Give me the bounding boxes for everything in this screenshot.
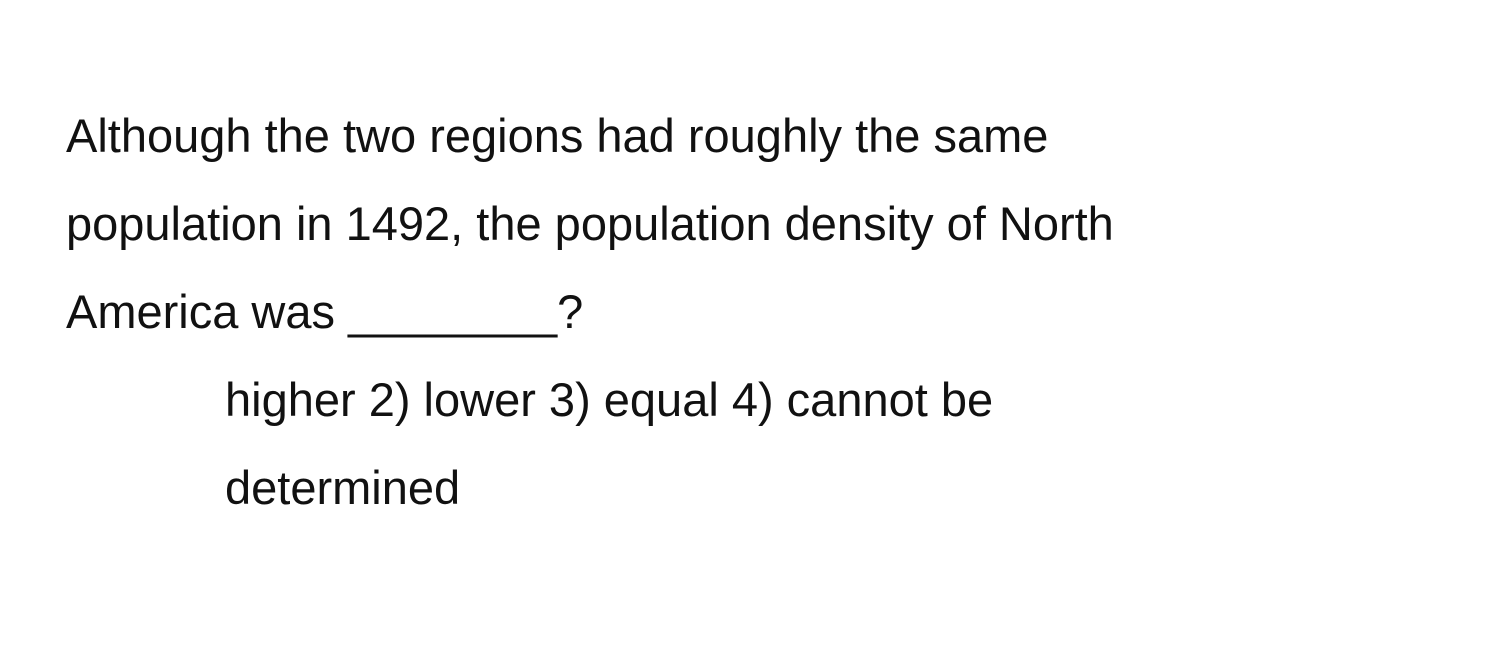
answer-options-line-2: determined: [225, 461, 461, 514]
question-line-1: Although the two regions had roughly the same: [66, 109, 1049, 162]
question-text: [66, 92, 1446, 356]
answer-options: [225, 356, 1425, 532]
question-line-2: population in 1492, the population density of North: [66, 197, 1114, 250]
answer-options-line-1: higher 2) lower 3) equal 4) cannot be: [225, 373, 994, 426]
question-line-3: America was ________?: [66, 285, 584, 338]
